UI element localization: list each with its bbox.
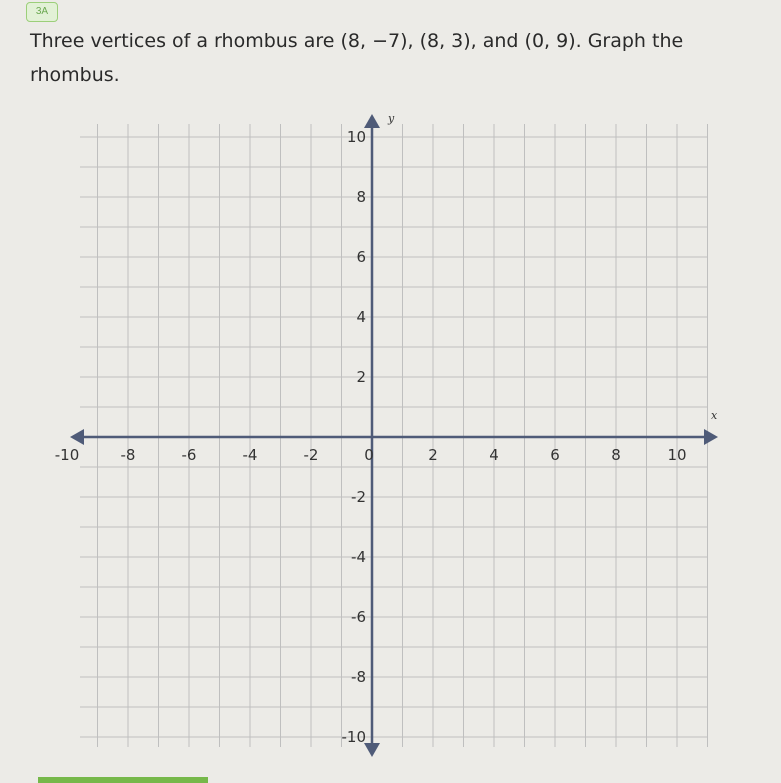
x-axis-arrow-left <box>70 429 84 445</box>
x-tick-label: 2 <box>428 446 438 464</box>
x-tick-label: 10 <box>667 446 687 464</box>
x-axis-label: x <box>711 409 718 422</box>
y-tick-label: -6 <box>351 608 366 626</box>
x-tick-label: 8 <box>611 446 621 464</box>
y-tick-label: -4 <box>351 548 366 566</box>
question-line-1: Three vertices of a rhombus are (8, −7), (8, 3), and (0, 9). Graph the <box>30 30 684 52</box>
y-tick-label: -10 <box>341 728 366 746</box>
x-tick-label: 0 <box>364 446 374 464</box>
question-line-2: rhombus. <box>30 64 120 86</box>
x-tick-label: -4 <box>242 446 258 464</box>
y-tick-label: -8 <box>351 668 366 686</box>
question-badge: 3A <box>26 2 58 22</box>
x-tick-label: -8 <box>120 446 136 464</box>
y-axis-arrow-up <box>364 114 380 128</box>
x-tick-label: 4 <box>489 446 499 464</box>
y-tick-label: 2 <box>356 368 366 386</box>
x-axis-arrow-right <box>704 429 718 445</box>
grid-lines <box>80 124 708 747</box>
x-tick-label: -2 <box>303 446 319 464</box>
x-tick-label: -10 <box>54 446 80 464</box>
x-tick-label: 6 <box>550 446 560 464</box>
y-tick-label: 8 <box>356 188 366 206</box>
x-tick-label: -6 <box>181 446 197 464</box>
y-tick-label: 6 <box>356 248 366 266</box>
y-tick-label: 10 <box>346 128 366 146</box>
axes <box>70 114 718 757</box>
y-axis-label: y <box>388 112 395 125</box>
y-tick-label: -2 <box>351 488 366 506</box>
progress-bar <box>38 777 208 783</box>
y-axis-arrow-down <box>364 743 380 757</box>
tick-labels <box>55 112 718 746</box>
y-tick-label: 4 <box>356 308 366 326</box>
